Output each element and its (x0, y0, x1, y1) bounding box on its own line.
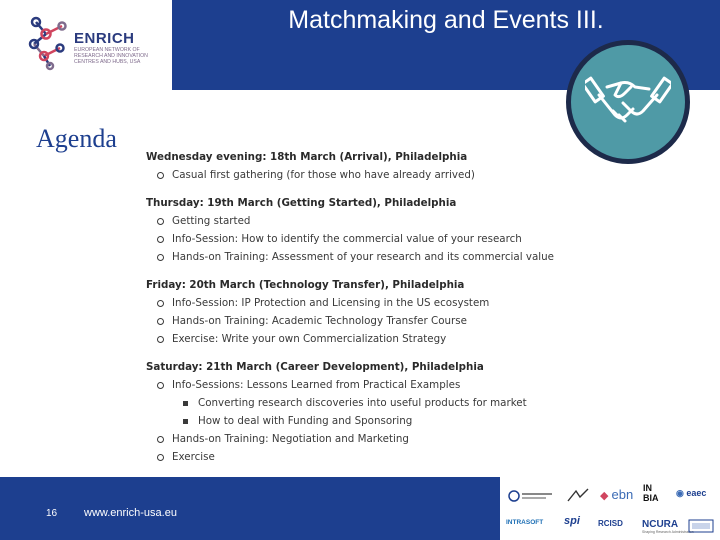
agenda-subitem: Converting research discoveries into useful products for market (146, 394, 566, 412)
logo-tagline: EUROPEAN NETWORK OF RESEARCH AND INNOVATION CENTRES AND HUBS, USA (74, 47, 148, 66)
agenda-item: Casual first gathering (for those who have already arrived) (146, 166, 566, 184)
agenda-item: Hands-on Training: Assessment of your research and its commercial value (146, 248, 566, 266)
partner-logo-inbia: IN BIA (643, 483, 659, 503)
day-title: Saturday: 21th March (Career Development), Philadelphia (146, 361, 484, 373)
network-nodes-icon (22, 12, 78, 72)
agenda-item: Exercise: Write your own Commercialization Strategy (146, 330, 566, 348)
agenda-item: Getting started (146, 212, 566, 230)
agenda-list (146, 148, 566, 476)
agenda-item: Info-Session: How to identify the commercial value of your research (146, 230, 566, 248)
agenda-day-wednesday (146, 148, 566, 184)
enrich-logo (0, 0, 172, 90)
partner-logo-agency (508, 487, 554, 505)
agenda-item: Exercise (146, 448, 566, 466)
partner-logo-ncura: NCURA Shaping Research Administration (642, 519, 694, 534)
agenda-item: Info-Sessions: Lessons Learned from Practical Examples (146, 376, 566, 394)
agenda-subitem: How to deal with Funding and Sponsoring (146, 412, 566, 430)
partner-logo-ebn: ◆ ebn (600, 487, 634, 502)
logo-wordmark: ENRICH (74, 30, 135, 47)
agenda-heading: Agenda (36, 124, 117, 153)
partner-logo-intrasoft: INTRASOFT (506, 519, 544, 526)
partner-logo-seal (688, 519, 714, 533)
handshake-icon (585, 65, 671, 135)
partner-logo-eaec: ◉ eaec (676, 488, 707, 498)
partner-logo-rcisd: RCISD (598, 519, 623, 528)
agenda-item: Hands-on Training: Negotiation and Marketing (146, 430, 566, 448)
agenda-item: Info-Session: IP Protection and Licensing in the US ecosystem (146, 294, 566, 312)
day-title: Wednesday evening: 18th March (Arrival), Philadelphia (146, 151, 468, 163)
agenda-day-saturday (146, 358, 566, 466)
day-title: Thursday: 19th March (Getting Started), Philadelphia (146, 197, 457, 209)
footer-bar (0, 477, 500, 540)
handshake-badge (566, 40, 690, 164)
page-title: Matchmaking and Events III. (288, 6, 604, 34)
page-number: 16 (46, 508, 58, 519)
footer-url-link[interactable]: www.enrich-usa.eu (84, 507, 177, 519)
day-title: Friday: 20th March (Technology Transfer), Philadelphia (146, 279, 465, 291)
partner-logo-spi: spi (564, 515, 580, 527)
agenda-day-thursday (146, 194, 566, 266)
agenda-item: Hands-on Training: Academic Technology Transfer Course (146, 312, 566, 330)
partner-logo-mark (566, 487, 590, 505)
agenda-day-friday (146, 276, 566, 348)
partner-logos (500, 477, 720, 540)
